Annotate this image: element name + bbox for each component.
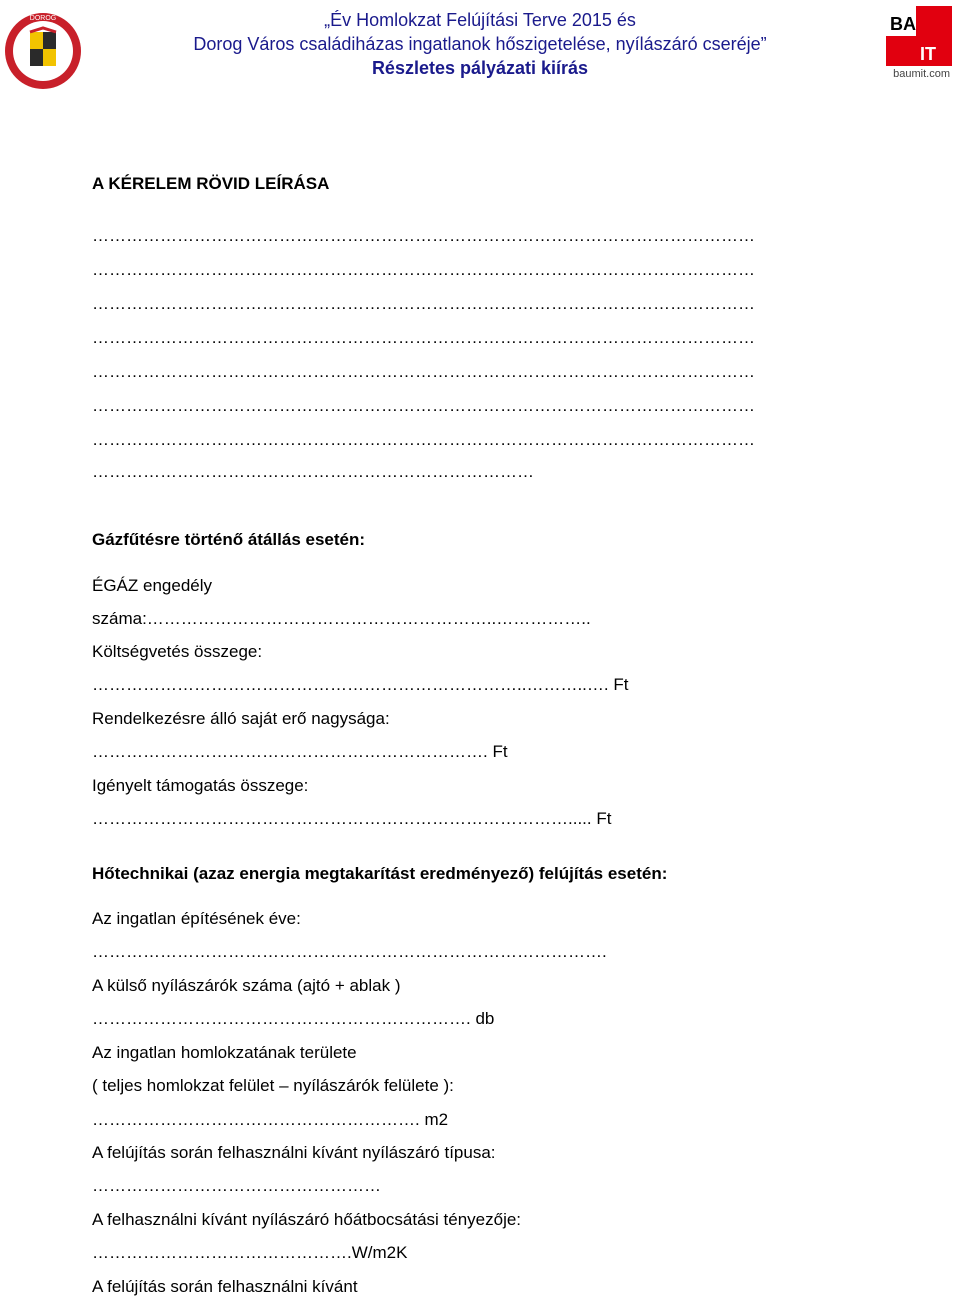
materials-label: A felújítás során felhasználni kívánt	[92, 1277, 358, 1296]
facade-area-sublabel: ( teljes homlokzat felület – nyílászárók felülete ):	[92, 1076, 454, 1095]
egaz-label: ÉGÁZ engedély	[92, 576, 213, 595]
title-line-2: Dorog Város családiházas ingatlanok hőszigetelése, nyílászáró cseréje”	[193, 34, 767, 54]
dot-line: ………………………………………………………………………………………………………	[92, 226, 755, 245]
crest-text: DOROG	[29, 15, 57, 22]
cost-label: Költségvetés összege:	[92, 642, 263, 661]
support-field[interactable]: …………………………………………………………………………..... Ft	[92, 809, 612, 828]
openings-field[interactable]: …………………………………………………………. db	[92, 1009, 495, 1028]
title-line-1: „Év Homlokzat Felújítási Terve 2015 és	[324, 10, 636, 30]
dot-line: ………………………………………………………………………………………………………	[92, 260, 755, 279]
build-year-label: Az ingatlan építésének éve:	[92, 909, 301, 928]
window-type-label: A felújítás során felhasználni kívánt nyílászáró típusa:	[92, 1143, 496, 1162]
facade-area-label: Az ingatlan homlokzatának területe	[92, 1043, 357, 1062]
page-header	[0, 0, 960, 100]
facade-area-field[interactable]: …………………………………………………. m2	[92, 1110, 449, 1129]
dot-line: ………………………………………………………………………………………………………	[92, 430, 755, 449]
dot-line: ………………………………………………………………………………………………………	[92, 328, 755, 347]
section-heading-gas: Gázfűtésre történő átállás esetén:	[92, 530, 366, 549]
svg-text:IT: IT	[920, 44, 936, 64]
document-title	[0, 8, 960, 80]
build-year-field[interactable]: ……………………………………………………………………………….	[92, 942, 607, 961]
u-value-label: A felhasználni kívánt nyílászáró hőátbocsátási tényezője:	[92, 1210, 522, 1229]
title-line-3: Részletes pályázati kiírás	[371, 58, 589, 78]
section-heading-summary: A KÉRELEM RÖVID LEÍRÁSA	[92, 174, 330, 193]
brand-url: baumit.com	[893, 68, 950, 80]
u-value-field[interactable]: ……………………………………….W/m2K	[92, 1243, 408, 1262]
egaz-number-field[interactable]: száma:……………………………………………………..……………..	[92, 609, 591, 628]
section-heading-thermal: Hőtechnikai (azaz energia megtakarítást eredményező) felújítás esetén:	[92, 864, 668, 883]
dot-line: ……………………………………………………………………	[92, 462, 534, 481]
cost-field[interactable]: …………………………………………………………………..………..…. Ft	[92, 675, 629, 694]
dot-line: ………………………………………………………………………………………………………	[92, 294, 755, 313]
own-funds-label: Rendelkezésre álló saját erő nagysága:	[92, 709, 390, 728]
window-type-field[interactable]: ……………………………………………	[92, 1176, 381, 1195]
openings-label: A külső nyílászárók száma (ajtó + ablak )	[92, 976, 401, 995]
dot-line: ………………………………………………………………………………………………………	[92, 396, 755, 415]
support-label: Igényelt támogatás összege:	[92, 776, 309, 795]
dot-line: ………………………………………………………………………………………………………	[92, 362, 755, 381]
own-funds-field[interactable]: ……………………………………………………………. Ft	[92, 742, 508, 761]
svg-text:BA: BA	[890, 14, 916, 34]
